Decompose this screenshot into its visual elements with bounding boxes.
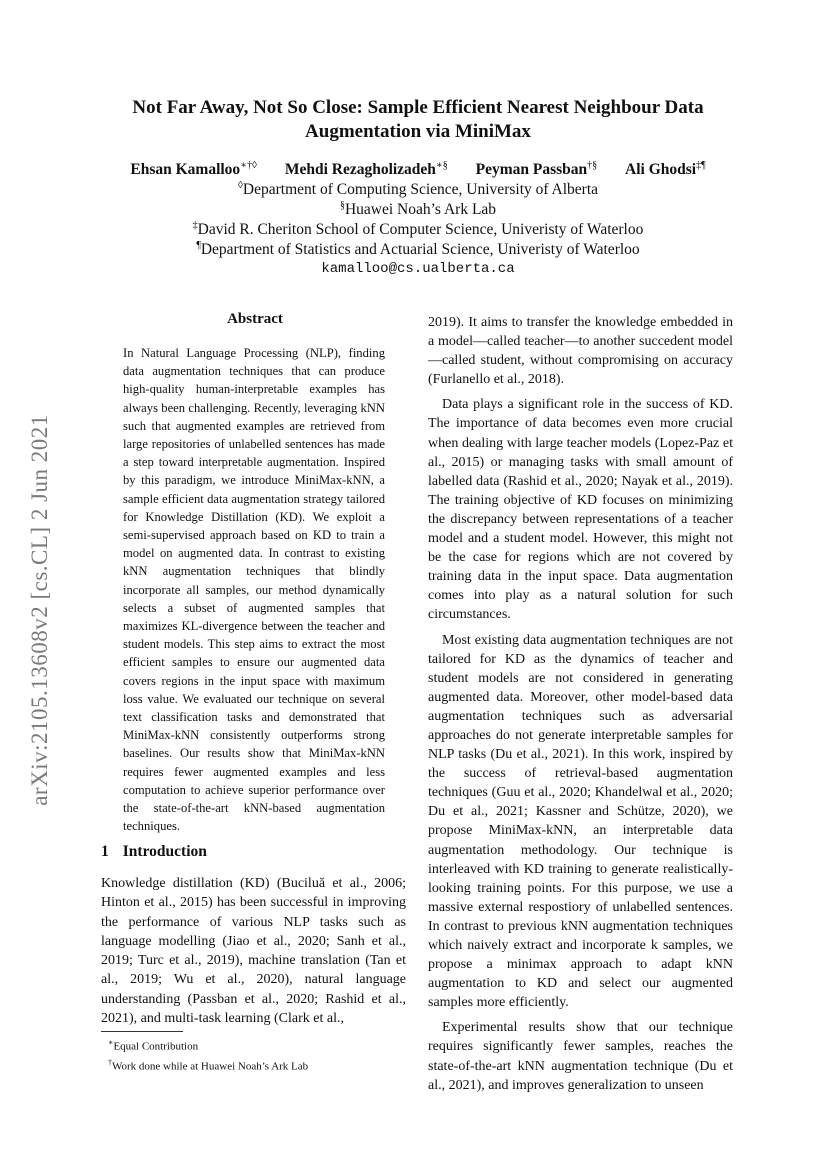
author-name: Ali Ghodsi‡¶: [625, 160, 706, 179]
footnote: †Work done while at Huawei Noah’s Ark Lab: [108, 1057, 309, 1073]
author-list: [100, 160, 736, 179]
affiliation: ◊Department of Computing Science, University of Alberta: [237, 180, 599, 199]
body-paragraph: Data plays a significant role in the success of KD. The importance of data becomes even more crucial when dealing with large teacher models (Lopez-Paz et al., 2015) or managing tasks with small amount of labelled data (Rashid et al., 2020; Nayak et al., 2019). The training objective of KD focuses on minimizing the discrepancy between representations of a teacher model and a student model. However, this might not be the case for regions which are not covered by training data in the input space. Data augmentation comes into play as a natural solution for such circumstances.: [428, 397, 733, 623]
arxiv-identifier: arXiv:2105.13608v2 [cs.CL] 2 Jun 2021: [27, 414, 52, 806]
abstract-heading: Abstract: [227, 311, 283, 327]
intro-paragraph: Knowledge distillation (KD) (Buciluă et al., 2006; Hinton et al., 2015) has been successful in improving the performance of various NLP tasks such as language modelling (Jiao et al., 2020; Sanh et al., 2019; Turc et al., 2019), machine translation (Tan et al., 2019; Wu et al., 2020), natural language understanding (Passban et al., 2020; Rashid et al., 2021), and multi-task learning (Clark et al.,: [101, 876, 406, 1027]
body-paragraph: 2019). It aims to transfer the knowledge embedded in a model—called teacher—to another succedent model—called student, without compromising on accuracy (Furlanello et al., 2018).: [428, 315, 733, 388]
affiliation: §Huawei Noah’s Ark Lab: [339, 200, 497, 219]
right-column: [428, 313, 733, 1101]
affiliation: ‡David R. Cheriton School of Computer Science, Univeristy of Waterloo: [192, 220, 644, 239]
contact-email[interactable]: kamalloo@cs.ualberta.ca: [321, 261, 515, 277]
author-name: Peyman Passban†§: [475, 160, 598, 179]
body-paragraph: Experimental results show that our technique requires significantly fewer samples, reaches the state-of-the-art kNN augmentation technique (Du et al., 2021), and improves generalization to unseen: [428, 1020, 733, 1093]
author-name: Mehdi Rezagholizadeh∗§: [284, 160, 448, 179]
affiliation: ¶Department of Statistics and Actuarial Science, Univeristy of Waterloo: [196, 240, 640, 259]
footnote-divider: [101, 1031, 183, 1032]
paper-title: Not Far Away, Not So Close: Sample Efficient Nearest Neighbour Data Augmentation via MiniMax: [132, 97, 704, 142]
footnote: ∗Equal Contribution: [108, 1038, 199, 1053]
footnotes: [101, 1035, 406, 1074]
section-heading: 1 Introduction: [101, 843, 207, 860]
body-paragraph: Most existing data augmentation techniques are not tailored for KD as the dynamics of teacher and student models are not considered in generating augmented data. Moreover, other model-based data augmentation techniques such as adversarial approaches do not generate interpretable samples for NLP tasks (Du et al., 2021). In this work, inspired by the success of retrieval-based augmentation techniques (Guu et al., 2020; Khandelwal et al., 2020; Du et al., 2021; Kassner and Schütze, 2020), we propose MiniMax-kNN, an interpretable data augmentation methodology. Our technique is interleaved with KD training to generate realistically-looking training points. For this purpose, we use a massive external respostiory of unlabelled sentences. In contrast to previous kNN augmentation techniques which naively extract and incorporate k samples, we propose a minimax approach to adapt kNN augmentation to KD and select our augmented samples more efficiently.: [428, 632, 733, 1011]
abstract-body: In Natural Language Processing (NLP), finding data augmentation techniques that can produce high-quality human-interpretable examples has always been challenging. Recently, leveraging kNN such that augmented examples are retrieved from large repositories of unlabelled sentences has made a step toward interpretable augmentation. Inspired by this paradigm, we introduce MiniMax-kNN, a sample efficient data augmentation strategy tailored for Knowledge Distillation (KD). We exploit a semi-supervised approach based on KD to train a model on augmented data. In contrast to existing kNN augmentation techniques that blindly incorporate all samples, our method dynamically selects a subset of augmented samples that maximizes KL-divergence between the teacher and student models. This step aims to extract the most efficient samples to ensure our augmented data covers regions in the input space with maximum loss value. We evaluated our technique on several text classification tasks and demonstrated that MiniMax-kNN consistently outperforms strong baselines. Our results show that MiniMax-kNN requires fewer augmented examples and less computation to achieve superior performance over the state-of-the-art kNN-based augmentation techniques.: [123, 346, 385, 834]
author-name: Ehsan Kamalloo∗†◊: [130, 160, 257, 179]
